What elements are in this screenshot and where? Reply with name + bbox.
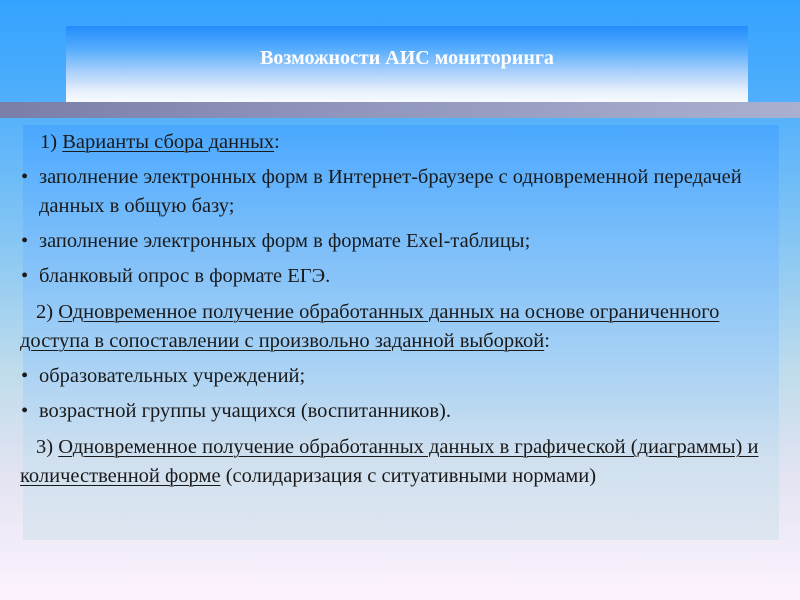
section-1-heading xyxy=(0,128,764,157)
list-item-text: возрастной группы учащихся (воспитанников). xyxy=(39,400,452,422)
section-2-number: 2) xyxy=(36,301,59,323)
bullet-icon: • xyxy=(21,265,29,287)
section-1-heading-end: : xyxy=(274,131,280,153)
list-item-text: заполнение электронных форм в формате Exel-таблицы; xyxy=(39,230,531,252)
list-item xyxy=(0,362,760,391)
section-2-heading-end: : xyxy=(544,330,550,352)
list-item-text: образовательных учреждений; xyxy=(39,365,306,387)
list-item-text: заполнение электронных форм в Интернет-браузере с одновременной передачей данных в общую базу; xyxy=(39,166,742,217)
list-item xyxy=(0,262,760,291)
section-1-number: 1) xyxy=(40,131,63,153)
section-1-heading-text: Варианты сбора данных xyxy=(62,131,275,153)
title-separator-bar xyxy=(0,102,800,118)
list-item xyxy=(0,397,760,426)
section-2-heading-text: Одновременное получение обработанных данных на основе ограниченного доступа в сопоставлении с произвольно заданной выборкой xyxy=(20,301,720,352)
list-item xyxy=(0,163,760,221)
list-item xyxy=(0,227,760,256)
bullet-icon: • xyxy=(21,400,29,422)
section-3-number: 3) xyxy=(36,436,59,458)
section-3-tail: (солидаризация с ситуативными нормами) xyxy=(220,465,597,487)
section-3-heading xyxy=(0,433,764,491)
title-banner xyxy=(66,26,748,102)
section-2-heading xyxy=(0,298,764,356)
bullet-icon: • xyxy=(21,365,29,387)
slide-content xyxy=(0,128,800,491)
bullet-icon: • xyxy=(21,166,29,188)
slide-title: Возможности АИС мониторинга xyxy=(260,46,554,69)
list-item-text: бланковый опрос в формате ЕГЭ. xyxy=(39,265,331,287)
bullet-icon: • xyxy=(21,230,29,252)
section-3-heading-text: Одновременное получение обработанных данных в графической (диаграммы) и количественной форме xyxy=(20,436,759,487)
